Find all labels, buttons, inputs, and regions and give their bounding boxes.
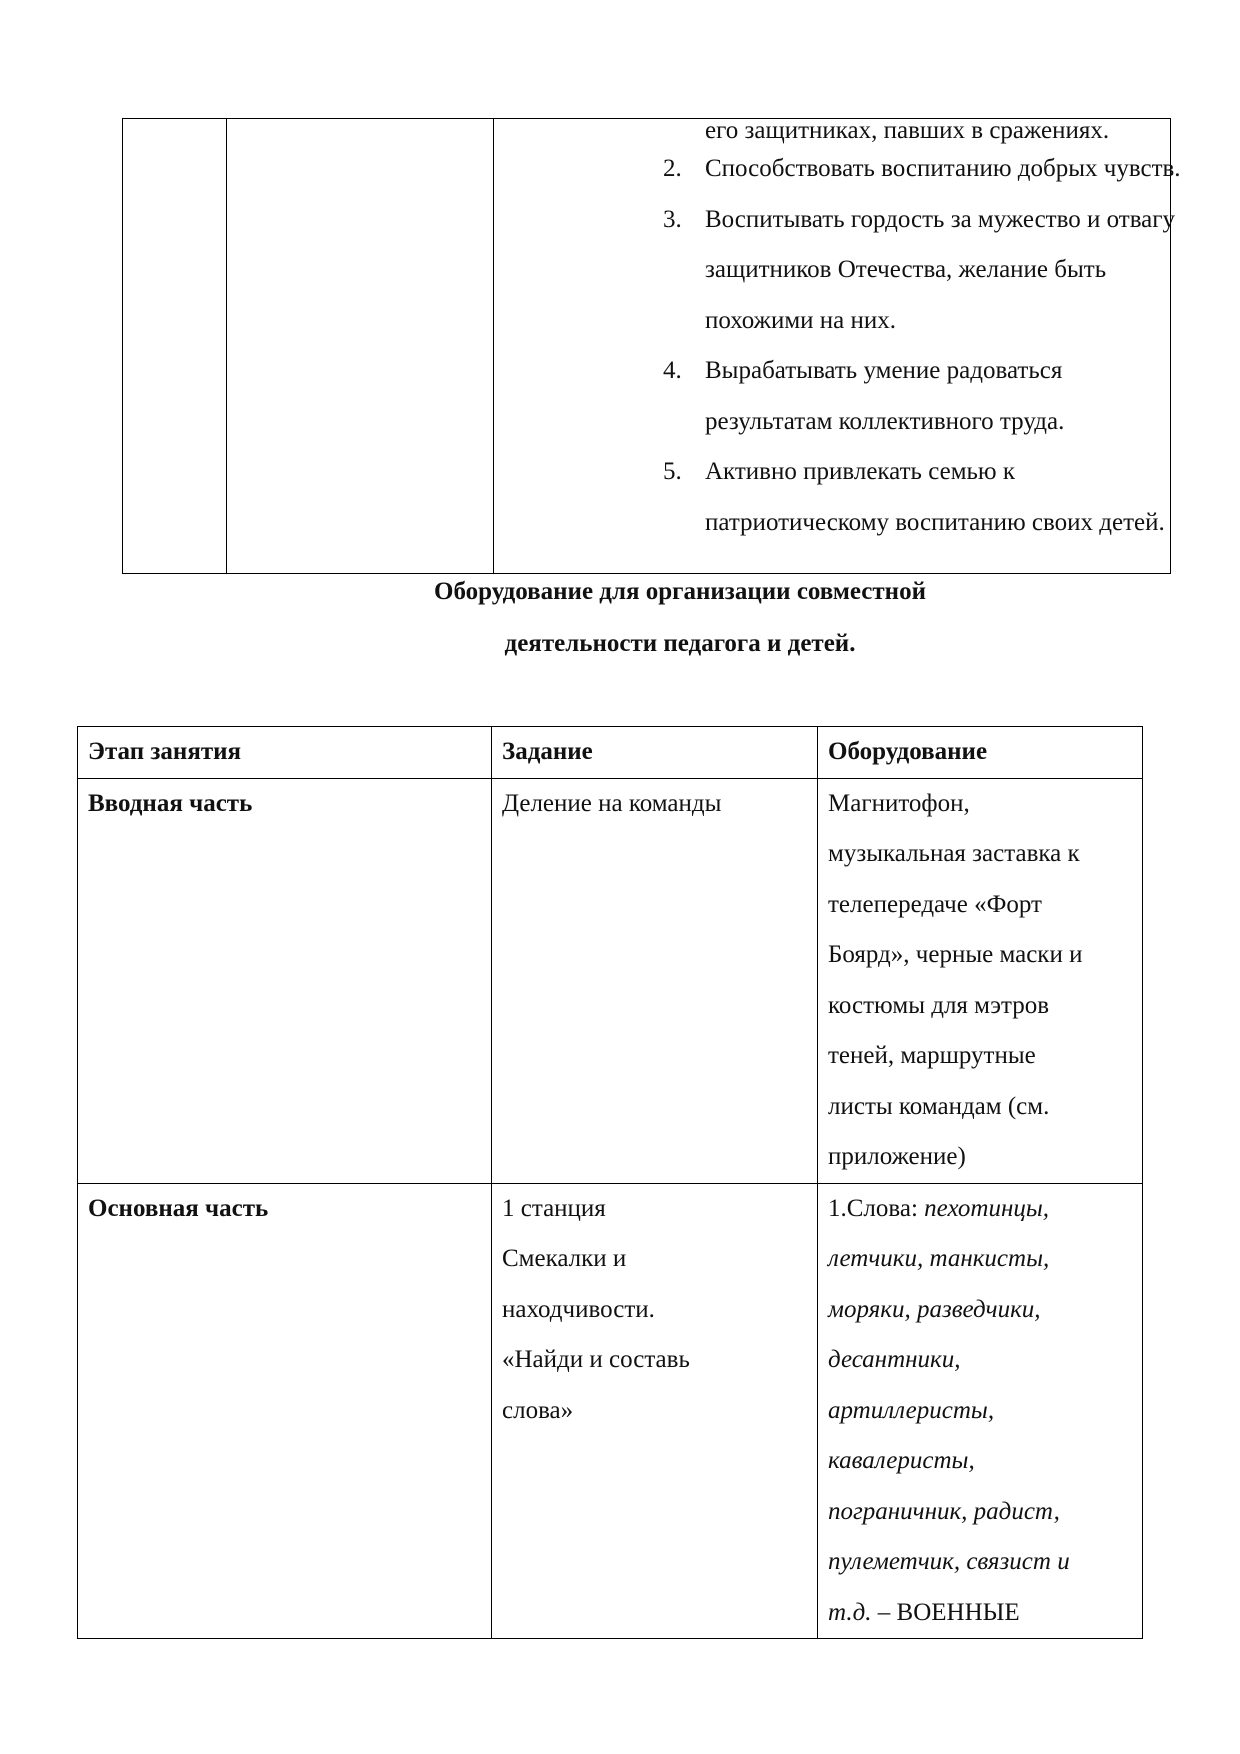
cell-equipment [818,1183,1143,1639]
equipment-text [828,1184,1132,1639]
goal-carryover-line: его защитниках, павших в сражениях. [705,117,1110,144]
list-item-text: Способствовать воспитанию добрых чувств. [705,155,1181,182]
list-item-text: Вырабатывать умение радоваться результатам коллективного труда. [705,357,1065,435]
cell-task [492,1183,818,1639]
task-text: 1 станция Смекалки и находчивости. «Найди и составь слова» [502,1194,690,1424]
section-heading-line-1: Оборудование для организации совместной [434,578,926,605]
equipment-prefix: 1.Слова: [828,1194,925,1222]
goals-list [663,144,1240,548]
cell-stage [78,1183,492,1639]
equipment-text: Магнитофон, музыкальная заставка к телепередаче «Форт Боярд», черные маски и костюмы для мэтров теней, маршрутные листы командам (см. приложение) [828,789,1083,1170]
equipment-italic-list: пехотинцы, летчики, танкисты, моряки, разведчики, десантники, артиллеристы, кавалеристы, пограничник, радист, пулеметчик, связист и т.д. [828,1194,1070,1626]
equipment-suffix: – ВОЕННЫЕ [871,1598,1020,1626]
cell-stage [78,778,492,1183]
table-column-divider [226,119,227,573]
table-row [78,778,1143,1183]
list-item-text: Активно привлекать семью к патриотическому воспитанию своих детей. [705,458,1165,536]
equipment-table [77,726,1143,1639]
header-stage: Этап занятия [78,727,492,779]
list-item-number: 3. [663,205,682,233]
task-text: Деление на команды [502,789,722,817]
list-item-number: 2. [663,155,682,182]
cell-equipment [818,778,1143,1183]
table-header-row [78,727,1143,779]
table-row [78,1183,1143,1639]
list-item [663,346,1240,447]
header-task: Задание [492,727,818,779]
stage-label: Вводная часть [88,789,253,817]
list-item [663,195,1240,347]
header-equipment: Оборудование [818,727,1143,779]
table-column-divider [493,119,494,573]
stage-label: Основная часть [88,1194,269,1222]
cell-task [492,778,818,1183]
section-heading-line-2: деятельности педагога и детей. [504,630,856,657]
goals-table [122,117,1181,574]
list-item [663,447,1240,548]
list-item [663,144,1240,195]
list-item-text: Воспитывать гордость за мужество и отвагу защитников Отечества, желание быть похожими на них. [705,205,1176,334]
list-item-number: 5. [663,458,682,485]
list-item-number: 4. [663,357,682,384]
